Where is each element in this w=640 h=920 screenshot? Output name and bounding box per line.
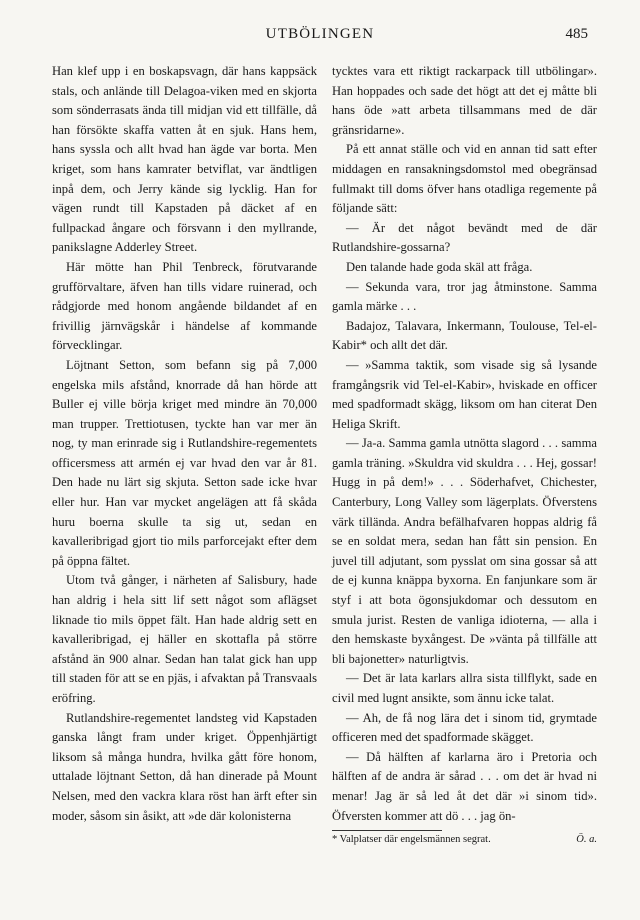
paragraph: — Då hälften af karlarna äro i Pretoria och hälften af de andra är sårad . . . om det är hvad ni menar! Jag är så led åt det där »i sinom tid». Öfversten kommer att dö . . . jag ön-: [332, 749, 597, 823]
page-number: 485: [565, 26, 588, 42]
paragraph: Utom två gånger, i närheten af Salisbury, hade han aldrig i hela sitt lif sett något som aflägset liknade tio mils öppet fält. Han hade aldrig sett en kavalleribrigad, ej häller en skottafla på större afstånd än 900 alnar. Sedan han talat gick han upp till staden för att se en pjäs, i afvaktan på Transvaals eröfring.: [52, 573, 317, 705]
running-title: UTBÖLINGEN: [265, 26, 375, 42]
paragraph: Rutlandshire-regementet landsteg vid Kapstaden ganska långt fram under kriget. Öppenhjärtigt liksom så många hundra, hvilka gått före honom, uttalade löjtnant Setton, då han dinerade på Mount Nelsen, med den vackra klara röst han ärft efter sin moder, såsom sin åsikt, att »de där kolonisterna: [52, 710, 317, 823]
right-column: [332, 62, 597, 847]
paragraph: — Sekunda vara, tror jag åtminstone. Samma gamla märke . . .: [332, 279, 597, 314]
paragraph: — »Samma taktik, som visade sig så lysande framgångsrik vid Tel-el-Kabir», hviskade en officer med spadformadt skägg, liksom om han citerat Den Heliga Skrift.: [332, 357, 597, 431]
footnote: [332, 833, 597, 847]
paragraph: Badajoz, Talavara, Inkermann, Toulouse, Tel-el-Kabir* och allt det där.: [332, 318, 597, 353]
page-header: [52, 26, 588, 48]
paragraph: — Är det något bevändt med de där Rutlandshire-gossarna?: [332, 220, 597, 255]
paragraph: Den talande hade goda skäl att fråga.: [346, 259, 533, 274]
paragraph: — Ja-a. Samma gamla utnötta slagord . . . samma gamla träning. »Skuldra vid skuldra . . . Hej, gossar! Hugg in på dem!» . . . Söderhafvet, Chichester, Canterbury, Long Valley som lägerplats. Öfverstens värk tillända. Andra befälhafvaren hoppas aldrig få se en soldat mera, sedan han fått sin pension. En juvel till adjutant, som pysslat om sina gossar så att de ej kunna knäppa byxorna. En fanjunkare som är styf i att bota ögonsjukdomar och dessutom en smula jurist. Resten de vanliga idioterna, — alla i den hemskaste byxångest. De »vänta på tillfälle att bli bajonetter» naturligtvis.: [332, 436, 597, 666]
footnote-text: * Valplatser där engelsmännen segrat.: [332, 834, 491, 846]
left-column: [52, 62, 317, 847]
paragraph: — Ah, de få nog lära det i sinom tid, grymtade officeren med det spadformade skägget.: [332, 710, 597, 745]
footnote-signature: Ö. a.: [576, 834, 597, 846]
footnote-rule: [332, 830, 442, 831]
paragraph: På ett annat ställe och vid en annan tid satt efter middagen en ransakningsdomstol med obegränsad fullmakt till doms öfver hans otadliga regemente på följande sätt:: [332, 142, 597, 216]
paragraph: Löjtnant Setton, som befann sig på 7,000 engelska mils afstånd, knorrade då han hörde att Buller ej ville börja kriget med mindre än 70,000 man trupper. Trettiotusen, tyckte han var mer än nog, ty man erinrade sig i Rutlandshire-regementets officersmess att armén ej var hvad den var år 81. Den hade nu lärt sig skjuta. Setton sade icke hvar eller hur. Han var mycket angelägen att få skåda huru boerna skulle ta sig ut, sedan en kavalleribrigad gjort tio mils parforcejakt efter dem på öppna fältet.: [52, 357, 317, 568]
paragraph: Här mötte han Phil Tenbreck, förutvarande grufförvaltare, äfven han tills vidare ruinerad, och rådgjorde med honom angående bildandet af en frivillig järnvägskår i händelse af kommande förvecklingar.: [52, 259, 317, 353]
paragraph: Han klef upp i en boskapsvagn, där hans kappsäck stals, och anlände till Delagoa-viken med en skjorta som sönderrasats ända till midjan vid ett tillfälle, då han försökte skaffa vatten åt en sjuk. Hans hem, hans syssla och allt hvad han ägde var borta. Men kriget, som hans kamrater betviflat, var ändtligen inpå dem, och Jerry kände sig lycklig. Han for vägen rundt till Kapstaden på däcket af en fullpackad ångare och försvann i den myllrande, panikslagne Adderley Street.: [52, 64, 317, 255]
text-columns: [52, 62, 597, 847]
paragraph: — Det är lata karlars allra sista tillflykt, sade en civil med lugnt ansikte, som ännu icke talat.: [332, 671, 597, 705]
paragraph: tycktes vara ett riktigt rackarpack till utbölingar». Han hoppades och sade det högt att det ej måtte bli hans öde »att arbeta tillsammans med de där gränsridarne».: [332, 64, 597, 137]
